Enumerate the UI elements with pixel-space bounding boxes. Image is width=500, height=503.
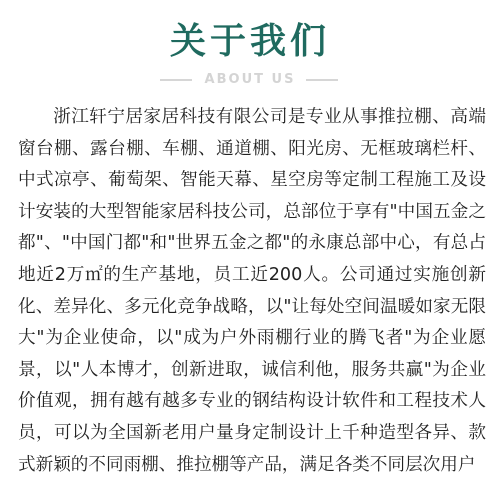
company-description: 浙江轩宁居家居科技有限公司是专业从事推拉棚、高端窗台棚、露台棚、车棚、通道棚、阳光房、无框玻璃栏杆、中式凉亭、葡萄架、智能天幕、星空房等定制工程施工及设计安装的大型智能家居科技公司，总部位于享有"中国五金之都"、"中国门都"和"世界五金之都"的永康总部中心，有总占地近2万㎡的生产基地，员工近200人。公司通过实施创新化、差异化、多元化竞争战略，以"让每处空间温暖如家无限大"为企业使命，以"成为户外雨棚行业的腾飞者"为企业愿景，以"人本博才，创新进取，诚信利他，服务共赢"为企业价值观，拥有越有越多专业的钢结构设计软件和工程技术人员，可以为全国新老用户量身定制设计上千种造型各异、款式新颖的不同雨棚、推拉棚等产品，满足各类不同层次用户 [18, 107, 486, 475]
page-title: 关于我们 [169, 21, 330, 62]
page-subtitle: ABOUT US [204, 72, 296, 87]
subtitle-divider-right [306, 79, 338, 81]
subtitle-row [0, 70, 500, 90]
